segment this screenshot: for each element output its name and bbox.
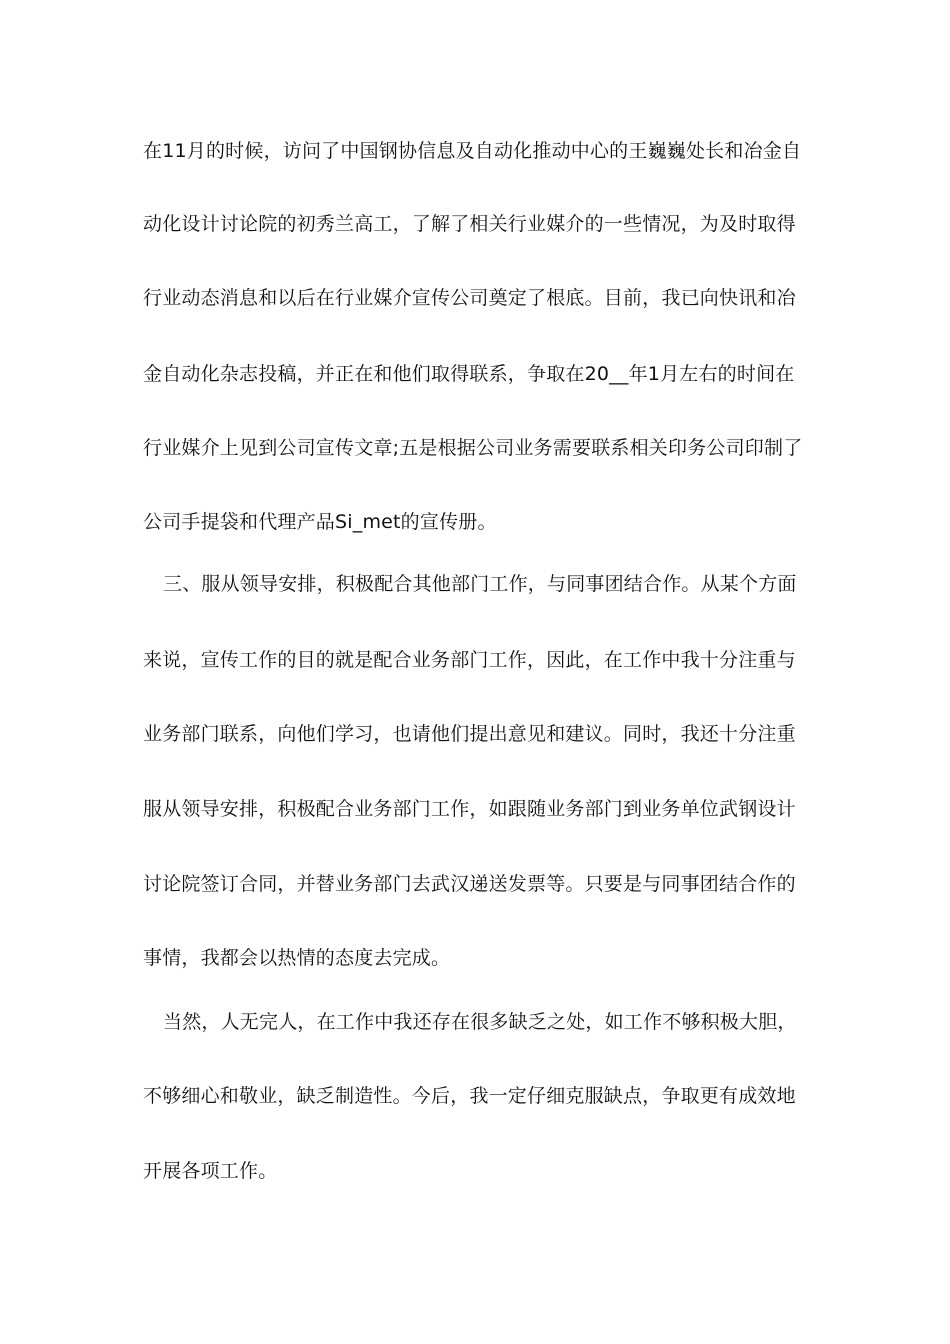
paragraph-1-line-6: 公司手提袋和代理产品Si_met的宣传册。 (143, 511, 497, 533)
paragraph-1-line-3: 行业动态消息和以后在行业媒介宣传公司奠定了根底。目前，我已向快讯和冶 (143, 287, 796, 309)
paragraph-1-line-2: 动化设计讨论院的初秀兰高工，了解了相关行业媒介的一些情况，为及时取得 (143, 213, 796, 235)
paragraph-2-line-4: 服从领导安排，积极配合业务部门工作，如跟随业务部门到业务单位武钢设计 (143, 798, 796, 820)
paragraph-2-line-6: 事情，我都会以热情的态度去完成。 (143, 947, 451, 969)
paragraph-2-line-1: 三、服从领导安排，积极配合其他部门工作，与同事团结合作。从某个方面 (163, 573, 797, 595)
paragraph-2-line-3: 业务部门联系，向他们学习，也请他们提出意见和建议。同时，我还十分注重 (143, 723, 796, 745)
paragraph-2-line-2: 来说，宣传工作的目的就是配合业务部门工作，因此，在工作中我十分注重与 (143, 649, 796, 671)
paragraph-1-line-1: 在11月的时候，访问了中国钢协信息及自动化推动中心的王巍巍处长和冶金自 (143, 140, 802, 162)
paragraph-1-line-5: 行业媒介上见到公司宣传文章;五是根据公司业务需要联系相关印务公司印制了 (143, 437, 803, 459)
paragraph-3-line-2: 不够细心和敬业，缺乏制造性。今后，我一定仔细克服缺点，争取更有成效地 (143, 1085, 796, 1107)
paragraph-3-line-3: 开展各项工作。 (143, 1160, 278, 1182)
paragraph-1-line-4: 金自动化杂志投稿，并正在和他们取得联系，争取在20__年1月左右的时间在 (143, 363, 795, 385)
paragraph-2-line-5: 讨论院签订合同，并替业务部门去武汉递送发票等。只要是与同事团结合作的 (143, 873, 796, 895)
paragraph-3-line-1: 当然，人无完人，在工作中我还存在很多缺乏之处，如工作不够积极大胆， (163, 1011, 797, 1033)
